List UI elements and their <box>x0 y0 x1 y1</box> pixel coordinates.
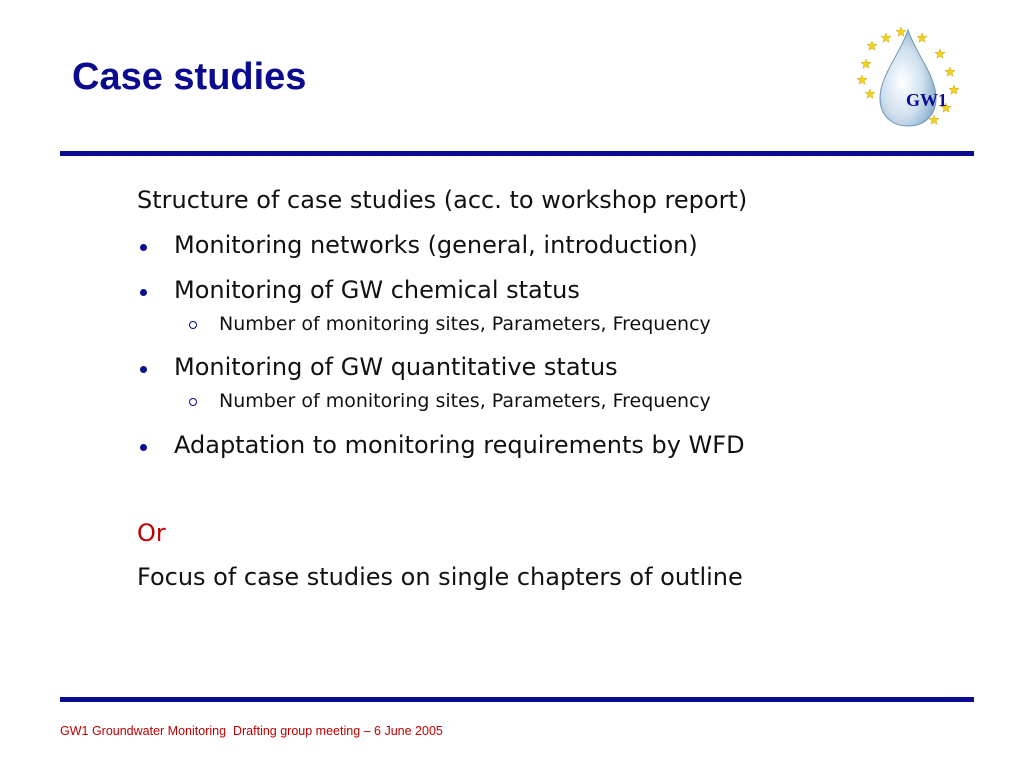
bullet-item: Monitoring of GW chemical status <box>174 276 580 304</box>
sub-bullet-item: Number of monitoring sites, Parameters, Frequency <box>219 313 711 335</box>
water-drop-stars-logo <box>846 24 970 134</box>
slide-title: Case studies <box>72 56 307 98</box>
top-divider <box>60 151 974 156</box>
bullet-item: Monitoring networks (general, introduction) <box>174 231 698 259</box>
filled-dot-bullet-icon <box>140 244 147 251</box>
filled-dot-bullet-icon <box>140 366 147 373</box>
sub-bullet-item: Number of monitoring sites, Parameters, Frequency <box>219 390 711 412</box>
alternative-line: Focus of case studies on single chapters of outline <box>137 563 743 591</box>
or-line: Or <box>137 519 166 547</box>
intro-line: Structure of case studies (acc. to workshop report) <box>137 186 748 214</box>
bullet-item: Monitoring of GW quantitative status <box>174 353 618 381</box>
slide-footer: GW1 Groundwater Monitoring Drafting group meeting – 6 June 2005 <box>60 724 443 738</box>
filled-dot-bullet-icon <box>140 444 147 451</box>
bullet-item: Adaptation to monitoring requirements by WFD <box>174 431 745 459</box>
bottom-divider <box>60 697 974 702</box>
logo-text: GW1 <box>906 90 948 110</box>
hollow-circle-bullet-icon <box>189 398 197 406</box>
filled-dot-bullet-icon <box>140 289 147 296</box>
hollow-circle-bullet-icon <box>189 321 197 329</box>
